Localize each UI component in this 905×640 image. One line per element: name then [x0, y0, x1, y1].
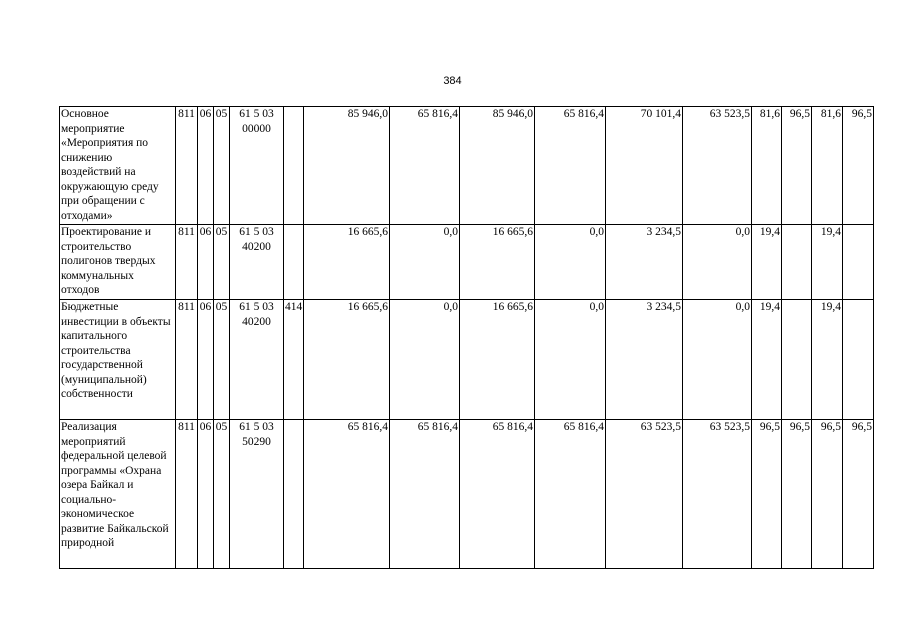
row-name: Бюджетные инвестиции в объекты капитального строительства государственной (муниципальной) собственности	[60, 300, 176, 420]
grbs-code: 811	[176, 107, 198, 225]
subsection-code: 05	[214, 225, 230, 300]
expense-type-code	[284, 420, 304, 569]
amount-cell: 0,0	[390, 225, 460, 300]
percent-cell	[843, 300, 874, 420]
percent-cell: 96,5	[843, 420, 874, 569]
percent-cell: 81,6	[752, 107, 782, 225]
table-row	[60, 420, 874, 569]
amount-cell: 65 816,4	[390, 420, 460, 569]
percent-cell	[782, 300, 812, 420]
expense-type-code	[284, 107, 304, 225]
amount-cell: 63 523,5	[683, 420, 752, 569]
amount-cell: 0,0	[535, 300, 606, 420]
target-article-code: 61 5 03 40200	[230, 300, 284, 420]
row-name: Проектирование и строительство полигонов твердых коммунальных отходов	[60, 225, 176, 300]
percent-cell: 96,5	[812, 420, 843, 569]
percent-cell: 19,4	[812, 225, 843, 300]
percent-cell: 81,6	[812, 107, 843, 225]
percent-cell: 96,5	[782, 107, 812, 225]
amount-cell: 65 816,4	[535, 420, 606, 569]
percent-cell: 96,5	[843, 107, 874, 225]
amount-cell: 3 234,5	[606, 300, 683, 420]
amount-cell: 0,0	[683, 300, 752, 420]
percent-cell: 19,4	[812, 300, 843, 420]
amount-cell: 65 816,4	[460, 420, 535, 569]
amount-cell: 85 946,0	[304, 107, 390, 225]
amount-cell: 65 816,4	[535, 107, 606, 225]
percent-cell	[843, 225, 874, 300]
amount-cell: 16 665,6	[304, 225, 390, 300]
budget-table	[59, 106, 874, 569]
table-row	[60, 225, 874, 300]
amount-cell: 16 665,6	[460, 300, 535, 420]
row-name: Реализация мероприятий федеральной целевой программы «Охрана озера Байкал и социально-экономическое развитие Байкальской природной	[60, 420, 176, 569]
amount-cell: 16 665,6	[460, 225, 535, 300]
expense-type-code	[284, 225, 304, 300]
amount-cell: 16 665,6	[304, 300, 390, 420]
percent-cell: 96,5	[752, 420, 782, 569]
target-article-code: 61 5 03 50290	[230, 420, 284, 569]
target-article-code: 61 5 03 40200	[230, 225, 284, 300]
amount-cell: 3 234,5	[606, 225, 683, 300]
page-number: 384	[443, 75, 462, 87]
section-code: 06	[198, 225, 214, 300]
row-name: Основное мероприятие «Мероприятия по снижению воздействий на окружающую среду при обращении с отходами»	[60, 107, 176, 225]
section-code: 06	[198, 300, 214, 420]
subsection-code: 05	[214, 420, 230, 569]
expense-type-code: 414	[284, 300, 304, 420]
subsection-code: 05	[214, 300, 230, 420]
percent-cell	[782, 225, 812, 300]
grbs-code: 811	[176, 420, 198, 569]
amount-cell: 63 523,5	[683, 107, 752, 225]
section-code: 06	[198, 420, 214, 569]
percent-cell: 96,5	[782, 420, 812, 569]
amount-cell: 65 816,4	[390, 107, 460, 225]
amount-cell: 0,0	[535, 225, 606, 300]
amount-cell: 70 101,4	[606, 107, 683, 225]
section-code: 06	[198, 107, 214, 225]
amount-cell: 0,0	[683, 225, 752, 300]
amount-cell: 63 523,5	[606, 420, 683, 569]
amount-cell: 0,0	[390, 300, 460, 420]
amount-cell: 65 816,4	[304, 420, 390, 569]
amount-cell: 85 946,0	[460, 107, 535, 225]
target-article-code: 61 5 03 00000	[230, 107, 284, 225]
subsection-code: 05	[214, 107, 230, 225]
grbs-code: 811	[176, 225, 198, 300]
table-row	[60, 300, 874, 420]
percent-cell: 19,4	[752, 225, 782, 300]
table-row	[60, 107, 874, 225]
percent-cell: 19,4	[752, 300, 782, 420]
grbs-code: 811	[176, 300, 198, 420]
